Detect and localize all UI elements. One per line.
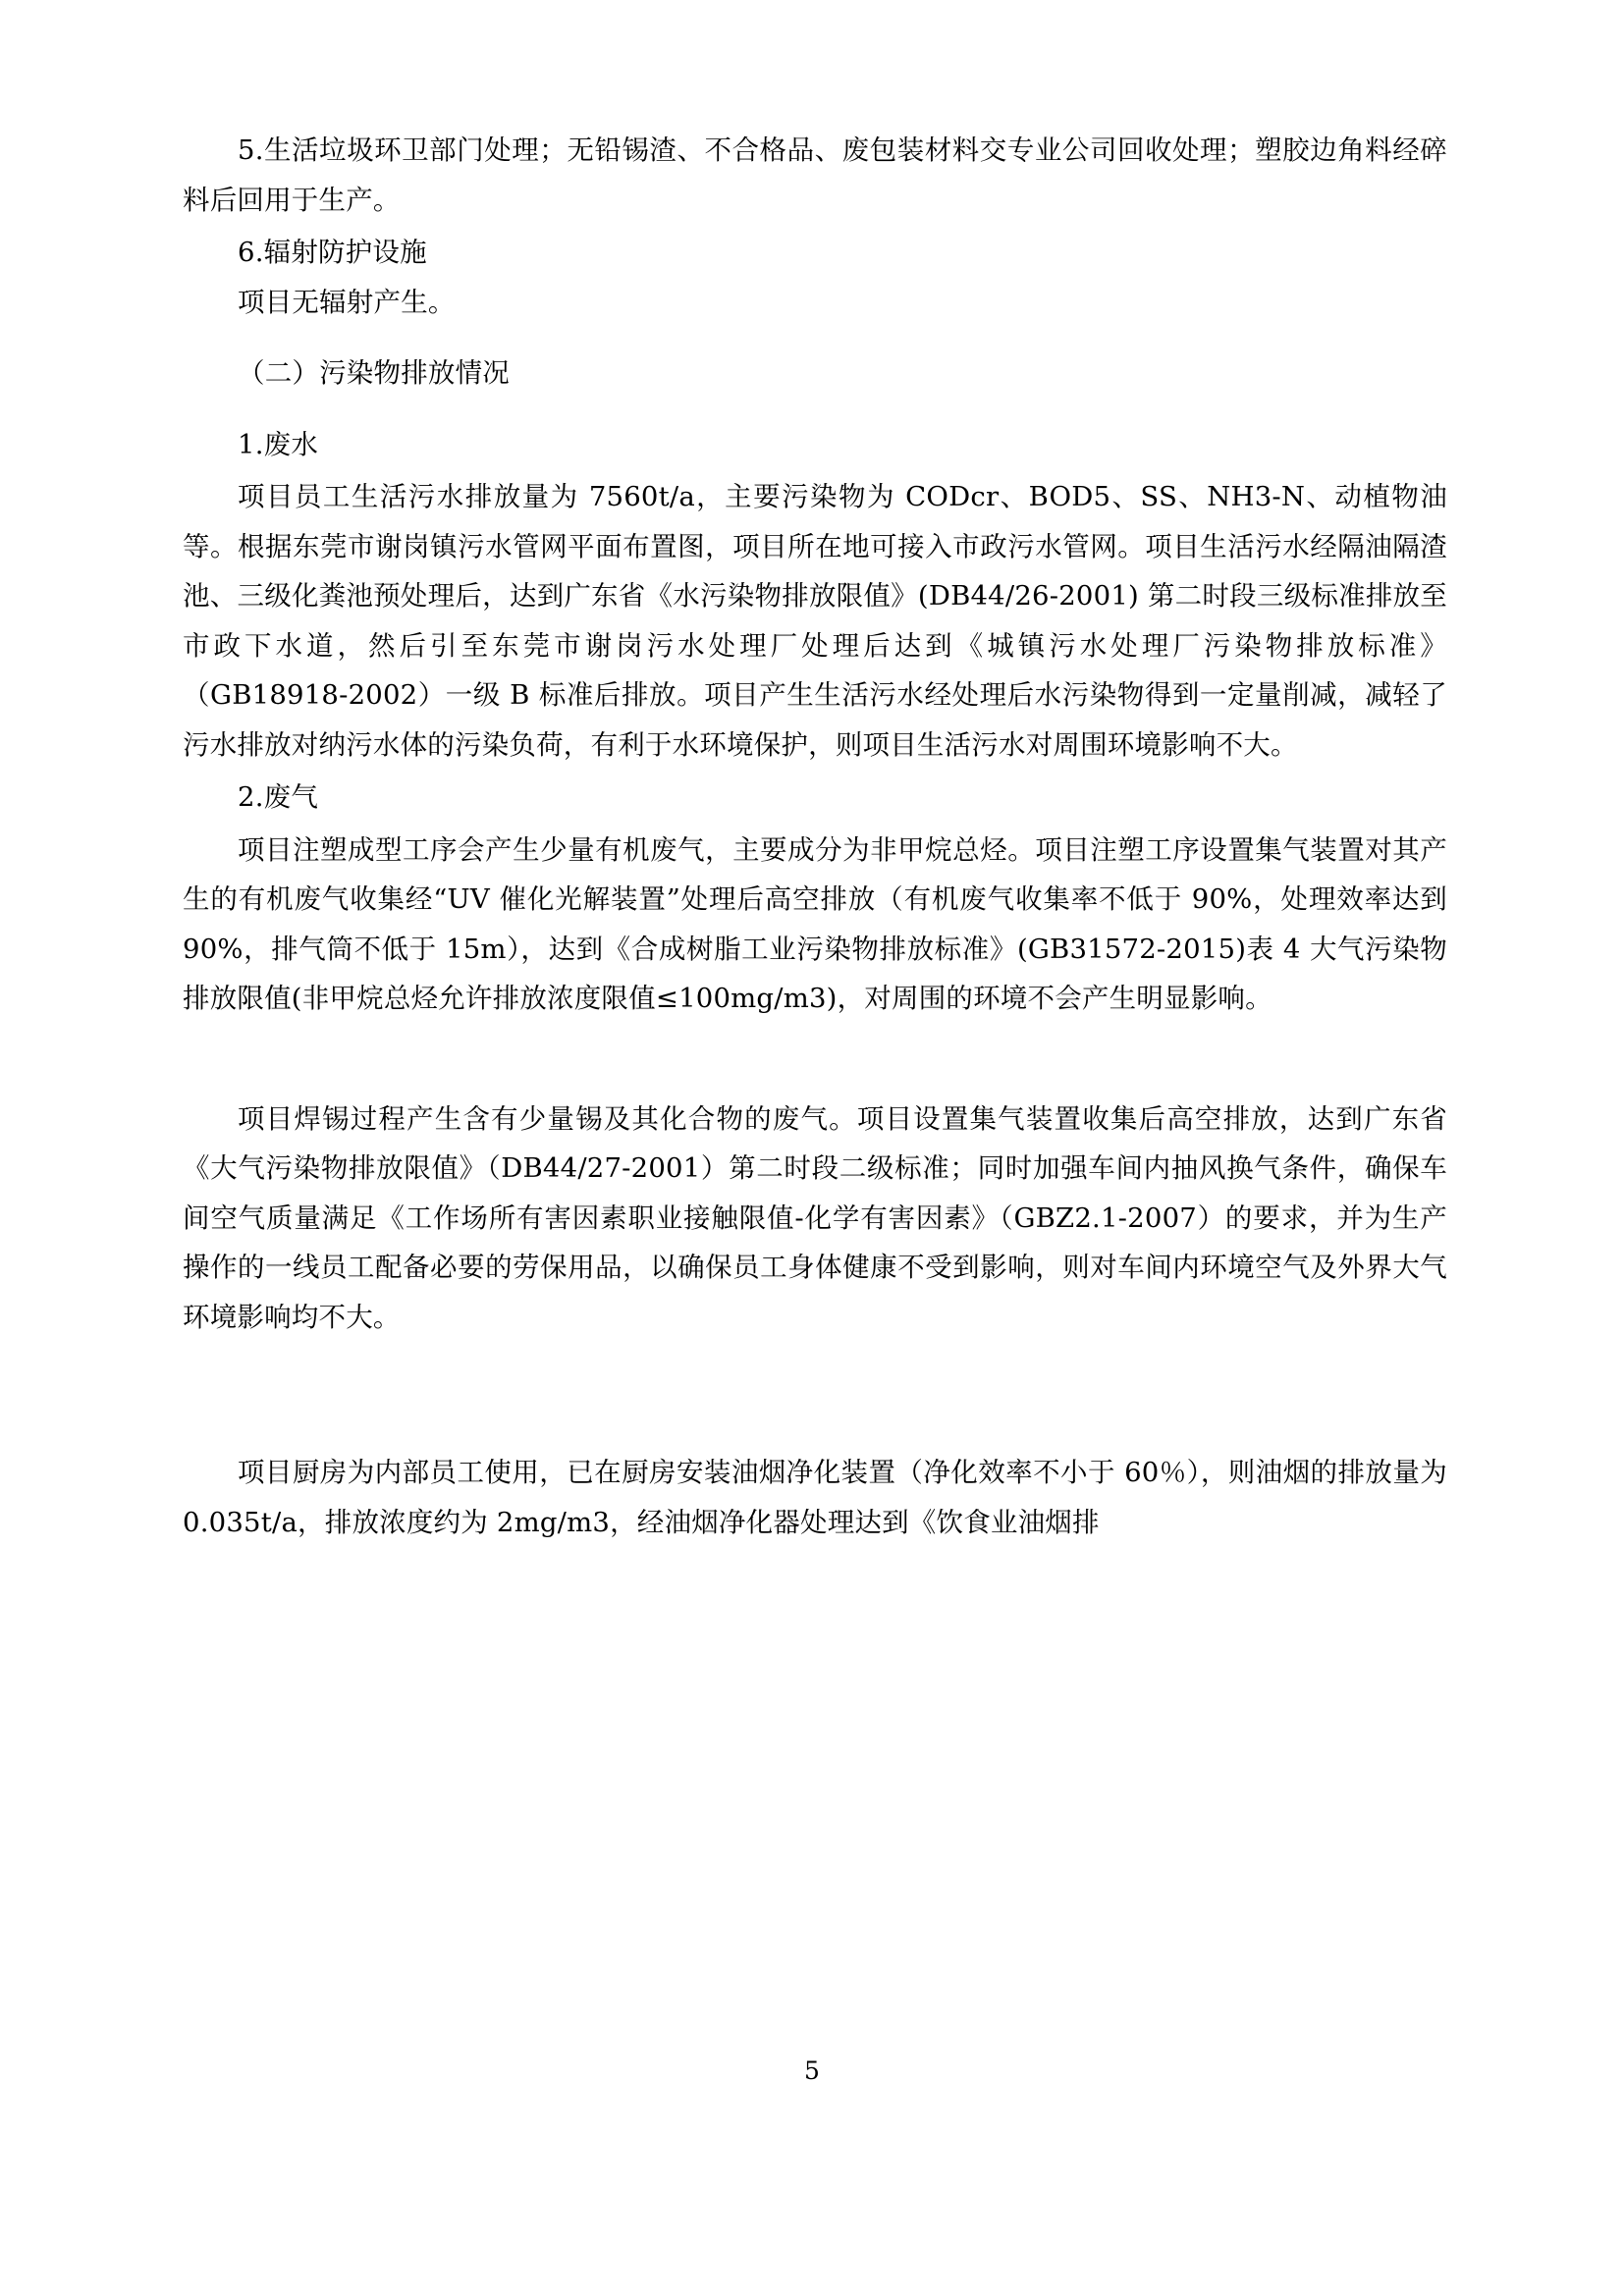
heading-radiation-protection: 6.辐射防护设施 — [238, 237, 427, 268]
paragraph-waste-gas-kitchen: 项目厨房为内部员工使用，已在厨房安装油烟净化装置（净化效率不小于 60％），则油烟的排放量为 0.035t/a，排放浓度约为 2mg/m3，经油烟净化器处理达到《饮食业油烟排 — [183, 1457, 1447, 1538]
heading-section-pollutant-discharge: （二）污染物排放情况 — [238, 357, 510, 389]
paragraph-solid-waste: 5.生活垃圾环卫部门处理；无铅锡渣、不合格品、废包装材料交专业公司回收处理；塑胶边角料经碎料后回用于生产。 — [183, 134, 1447, 216]
heading-waste-gas: 2.废气 — [238, 781, 319, 813]
heading-wastewater: 1.废水 — [238, 428, 319, 460]
paragraph-waste-gas-organic: 项目注塑成型工序会产生少量有机废气，主要成分为非甲烷总烃。项目注塑工序设置集气装置对其产生的有机废气收集经“UV 催化光解装置”处理后高空排放（有机废气收集率不低于 90%，处理效率达到 90%，排气筒不低于 15m），达到《合成树脂工业污染物排放标准》(GB31572-2015)表 4 大气污染物排放限值(非甲烷总烃允许排放浓度限值≤100mg/m3)，对周围的环境不会产生明显影响。 — [183, 833, 1447, 1014]
paragraph-wastewater-body: 项目员工生活污水排放量为 7560t/a，主要污染物为 CODcr、BOD5、SS、NH3-N、动植物油等。根据东莞市谢岗镇污水管网平面布置图，项目所在地可接入市政污水管网。项目生活污水经隔油隔渣池、三级化粪池预处理后，达到广东省《水污染物排放限值》(DB44/26-2001) 第二时段三级标准排放至市政下水道，然后引至东莞市谢岗污水处理厂处理后达到《城镇污水处理厂污染物排放标准》（GB18918-2002）一级 B 标准后排放。项目产生生活污水经处理后水污染物得到一定量削减，减轻了污水排放对纳污水体的污染负荷，有利于水环境保护，则项目生活污水对周围环境影响不大。 — [183, 481, 1447, 761]
page-content — [183, 126, 1447, 1547]
spacer — [183, 399, 1447, 420]
page-number: 5 — [804, 2056, 820, 2085]
paragraph-waste-gas-soldering: 项目焊锡过程产生含有少量锡及其化合物的废气。项目设置集气装置收集后高空排放，达到广东省《大气污染物排放限值》（DB44/27-2001）第二时段二级标准；同时加强车间内抽风换气条件，确保车间空气质量满足《工作场所有害因素职业接触限值-化学有害因素》（GBZ2.1-2007）的要求，并为生产操作的一线员工配备必要的劳保用品，以确保员工身体健康不受到影响，则对车间内环境空气及外界大气环境影响均不大。 — [183, 1102, 1447, 1333]
spacer — [183, 1024, 1447, 1095]
paragraph-no-radiation: 项目无辐射产生。 — [238, 286, 456, 318]
spacer — [183, 327, 1447, 348]
spacer — [183, 1342, 1447, 1448]
